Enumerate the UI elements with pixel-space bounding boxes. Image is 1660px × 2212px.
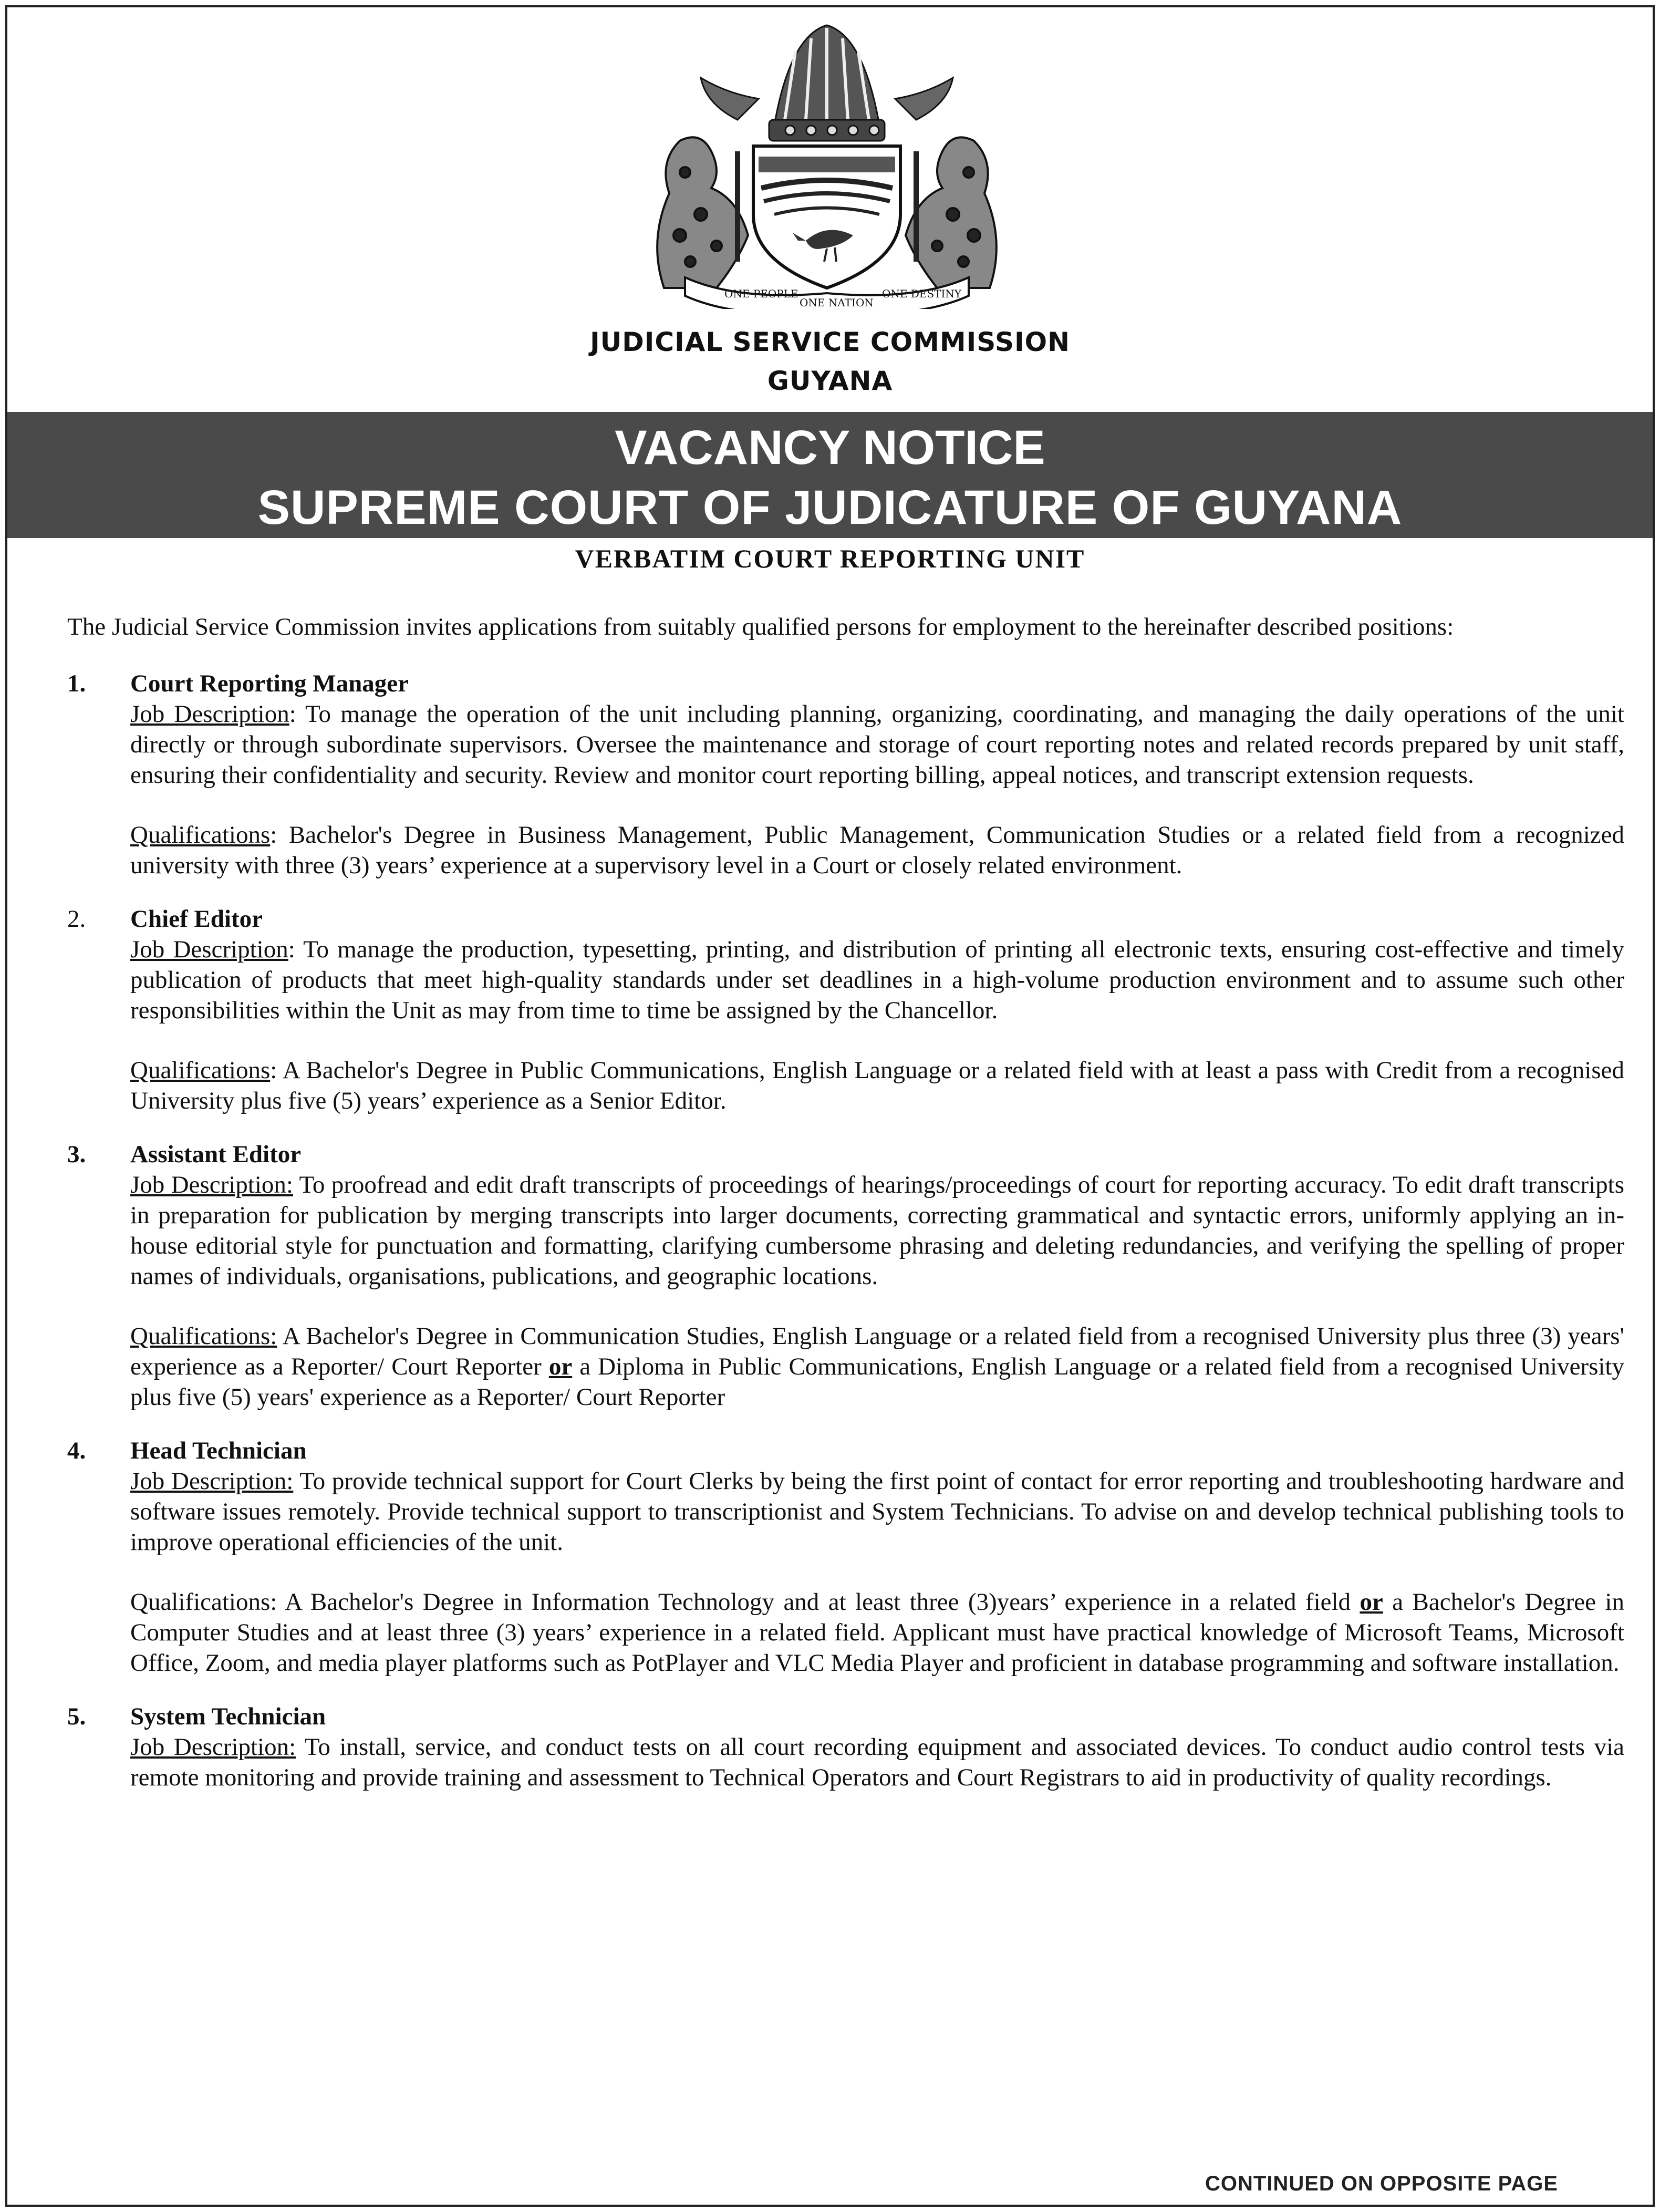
qualifications-label: Qualifications: (130, 1322, 277, 1350)
motto-one-destiny: ONE DESTINY (882, 287, 962, 300)
position-title: Chief Editor (130, 905, 263, 933)
continued-notice: CONTINUED ON OPPOSITE PAGE (1205, 2172, 1558, 2195)
job-description-text: To provide technical support for Court Clerks by being the first point of contact for error reporting and troubleshooting hardware and software issues remotely. Provide technical support to transcriptionist and System Technicians. To advise on and develop technical publishing tools to improve operational efficiencies of the unit. (130, 1467, 1624, 1556)
motto-one-people: ONE PEOPLE (724, 287, 798, 300)
job-description (130, 699, 1624, 790)
qualifications-text-b: a Bachelor's Degree in Computer Studies and at least three (3) years’ experience in a related field. Applicant must have practical knowledge of Microsoft Teams, Microsoft Office, Zoom, and media player platforms such as PotPlayer and VLC Media Player and proficient in database programming and software installation. (130, 1588, 1624, 1677)
or-emphasis: or (1360, 1588, 1383, 1616)
qualifications (130, 1321, 1624, 1412)
job-description-label: Job Description: (130, 1171, 293, 1198)
qualifications-label: Qualifications (130, 1057, 271, 1084)
shield (753, 146, 900, 288)
position-number: 1. (67, 670, 86, 697)
org-country: GUYANA (767, 366, 893, 396)
job-description-text: To install, service, and conduct tests on all court recording equipment and associated devices. To conduct audio control tests via remote monitoring and provide training and assessment to Technical Operators and Court Registrars to aid in productivity of quality recordings. (130, 1733, 1624, 1791)
qualifications (130, 1055, 1624, 1116)
job-description-text: : To manage the operation of the unit including planning, organizing, coordinating, and managing the daily operations of the unit directly or through subordinate supervisors. Oversee the maintenance and storage of court reporting notes and related records prepared by unit staff, ensuring their confidentiality and security. Review and monitor court reporting billing, appeal notices, and transcript extension requests. (130, 700, 1624, 789)
position-item (67, 1701, 1624, 1793)
qualifications (130, 820, 1624, 881)
job-description-text: To proofread and edit draft transcripts of proceedings of hearings/proceedings of court for reporting accuracy. To edit draft transcripts in preparation for publication by merging transcripts into larger documents, correcting grammatical and syntactic errors, uniformly applying an in-house editorial style for punctuation and formatting, clarifying cumbersome phrasing and deleting redundancies, and verifying the spelling of proper names of individuals, organisations, publications, and geographic locations. (130, 1171, 1624, 1290)
job-description-text: : To manage the production, typesetting, printing, and distribution of printing all electronic texts, ensuring cost-effective and timely publication of products that meet high-quality standards under set deadlines in a high-volume production environment and to assume such other responsibilities within the Unit as may from time to time be assigned by the Chancellor. (130, 936, 1624, 1024)
unit-title: VERBATIM COURT REPORTING UNIT (575, 544, 1085, 573)
headdress (769, 25, 885, 141)
position-number: 3. (67, 1141, 86, 1168)
position-number: 4. (67, 1437, 86, 1464)
job-description (130, 934, 1624, 1026)
position-item (67, 904, 1624, 1116)
position-title: Head Technician (130, 1437, 307, 1464)
position-item (67, 1139, 1624, 1412)
jaguar-right (906, 137, 997, 288)
job-description (130, 1466, 1624, 1557)
position-item (67, 1435, 1624, 1678)
position-number: 2. (67, 905, 86, 933)
job-description-label: Job Description: (130, 1467, 294, 1495)
position-number: 5. (67, 1703, 86, 1730)
coat-of-arms-icon (580, 15, 1074, 309)
qualifications (130, 1587, 1624, 1678)
vacancy-notice-page (5, 5, 1655, 2207)
qualifications-text-b: a Diploma in Public Communications, English Language or a related field from a recognised University plus five (5) years' experience as a Reporter/ Court Reporter (130, 1353, 1624, 1411)
qualifications-text-a: A Bachelor's Degree in Communication Studies, English Language or a related field from a recognised University plus three (3) years' experience as a Reporter/ Court Reporter (130, 1322, 1624, 1380)
qualifications-label: Qualifications (130, 821, 271, 849)
qualifications-text: : Bachelor's Degree in Business Management, Public Management, Communication Studies or a related field from a recognized university with three (3) years’ experience at a supervisory level in a Court or closely related environment. (130, 821, 1624, 879)
job-description (130, 1732, 1624, 1793)
motto-one-nation: ONE NATION (800, 296, 874, 309)
qualifications-text: : A Bachelor's Degree in Public Communications, English Language or a related field with at least a pass with Credit from a recognised University plus five (5) years’ experience as a Senior Editor. (130, 1057, 1624, 1114)
position-title: System Technician (130, 1703, 326, 1730)
job-description (130, 1170, 1624, 1291)
jaguar-left (657, 137, 748, 288)
position-item (67, 668, 1624, 881)
qualifications-text-a: Qualifications: A Bachelor's Degree in Information Technology and at least three (3)years’ experience in a related field (130, 1588, 1360, 1616)
job-description-label: Job Description: (130, 1733, 296, 1761)
job-description-label: Job Description (130, 936, 288, 963)
banner-title: VACANCY NOTICE (615, 421, 1045, 474)
position-title: Court Reporting Manager (130, 670, 409, 697)
banner-subtitle: SUPREME COURT OF JUDICATURE OF GUYANA (257, 481, 1403, 534)
intro-paragraph: The Judicial Service Commission invites applications from suitably qualified persons for employment to the hereinafter described positions: (67, 613, 1454, 640)
or-emphasis: or (548, 1353, 573, 1380)
job-description-label: Job Description (130, 700, 289, 728)
notice-body (67, 612, 1624, 1816)
org-name: JUDICIAL SERVICE COMMISSION (590, 327, 1070, 357)
position-title: Assistant Editor (130, 1141, 302, 1168)
